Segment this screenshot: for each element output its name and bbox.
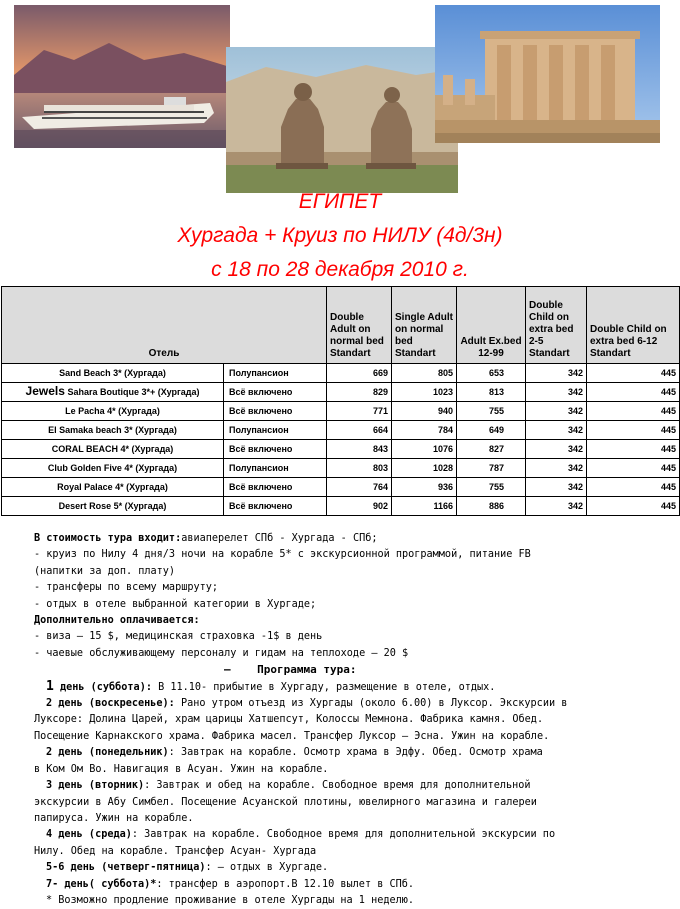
header-single-adult: Single Adult on normal bed Standart	[392, 287, 457, 364]
included-item: - отдых в отеле выбранной категории в Хургаде;	[34, 598, 317, 610]
cell-child-2-5: 342	[526, 364, 587, 383]
cell-hotel	[2, 364, 224, 383]
cell-child-6-12: 445	[587, 459, 680, 478]
program-day-line: Нилу. Обед на корабле. Трансфер Асуан- Хургада	[34, 845, 317, 857]
cell-child-2-5: 342	[526, 497, 587, 516]
cell-single-adult: 1028	[392, 459, 457, 478]
program-days	[34, 679, 674, 893]
cell-adult-exbed: 827	[457, 440, 526, 459]
program-day-line	[34, 877, 674, 893]
title-country: ЕГИПЕТ	[298, 190, 382, 213]
cell-hotel	[2, 440, 224, 459]
day-label: 2 день (воскресенье):	[46, 698, 175, 710]
cell-child-6-12: 445	[587, 364, 680, 383]
cell-single-adult: 1166	[392, 497, 457, 516]
day-text: В 11.10- прибытие в Хургаду, размещение в отеле, отдых.	[151, 681, 496, 693]
cell-child-6-12: 445	[587, 497, 680, 516]
program-footnote: * Возможно продление проживание в отеле Хургады на 1 неделю.	[46, 894, 415, 906]
table-row	[2, 440, 680, 459]
included-first: авиаперелет СПб - Хургада - СПб;	[181, 533, 378, 544]
hotel-name-text: Club Golden Five 4* (Хургада)	[47, 462, 178, 473]
cell-adult-exbed: 886	[457, 497, 526, 516]
cell-single-adult: 940	[392, 402, 457, 421]
extra-item: - чаевые обслуживающему персоналу и гидам на теплоходе – 20 $	[34, 647, 409, 659]
price-table	[1, 286, 680, 516]
header-adult-exbed: Adult Ex.bed 12-99	[457, 287, 526, 364]
included-item: - круиз по Нилу 4 дня/3 ночи на корабле 5* с экскурсионной программой, питание FB	[34, 549, 531, 561]
cell-child-6-12: 445	[587, 478, 680, 497]
program-day-line	[34, 778, 674, 794]
cell-child-6-12: 445	[587, 440, 680, 459]
cell-single-adult: 1023	[392, 383, 457, 402]
cell-adult-exbed: 755	[457, 478, 526, 497]
hotel-name-text: Le Pacha 4* (Хургада)	[65, 405, 160, 416]
program-day-line: в Ком Ом Во. Навигация в Асуан. Ужин на корабле.	[34, 763, 329, 775]
day-label: 4 день (среда)	[46, 829, 132, 841]
day-text: : Завтрак на корабле. Осмотр храма в Эдфу. Обед. Осмотр храма	[168, 747, 543, 759]
table-row	[2, 402, 680, 421]
program-day-line	[34, 745, 674, 761]
program-day-line: Луксоре: Долина Царей, храм царицы Хатшепсут, Колоссы Мемнона. Фабрика камня. Обед.	[34, 714, 544, 726]
cell-double-adult: 843	[327, 440, 392, 459]
cell-double-adult: 829	[327, 383, 392, 402]
day-text: : – отдых в Хургаде.	[205, 862, 329, 874]
table-row	[2, 459, 680, 478]
day-text: : Завтрак и обед на корабле. Свободное время для дополнительной	[144, 780, 531, 792]
cell-double-adult: 771	[327, 402, 392, 421]
hotel-name-text: Sahara Boutique 3*+ (Хургада)	[67, 387, 200, 397]
cell-board: Всё включено	[224, 478, 327, 497]
cell-hotel	[2, 421, 224, 440]
cell-board: Всё включено	[224, 440, 327, 459]
hotel-name-text: CORAL BEACH 4* (Хургада)	[51, 443, 174, 454]
kom-ombo-temple-photo	[435, 5, 660, 143]
cell-hotel	[2, 478, 224, 497]
table-row	[2, 497, 680, 516]
day-label: 2 день (понедельник)	[46, 747, 169, 759]
program-heading: – Программа тура:	[224, 663, 357, 677]
program-day-line	[34, 827, 674, 843]
day-text: Рано утром отъезд из Хургады (около 6.00) в Луксор. Экскурсии в	[174, 698, 568, 710]
title-dates: с 18 по 28 декабря 2010 г.	[211, 258, 469, 281]
header-double-child-2-5: Double Child on extra bed 2-5 Standart	[526, 287, 587, 364]
hotel-prefix: Jewels	[25, 384, 65, 398]
hotel-name-text: El Samaka beach 3* (Хургада)	[48, 424, 177, 435]
header-double-adult: Double Adult on normal bed Standart	[327, 287, 392, 364]
cell-board: Всё включено	[224, 383, 327, 402]
program-day-line: папируса. Ужин на корабле.	[34, 812, 194, 824]
cell-child-2-5: 342	[526, 421, 587, 440]
cell-single-adult: 805	[392, 364, 457, 383]
day-text: : Завтрак на корабле. Свободное время для дополнительной экскурсии по	[131, 829, 556, 841]
cell-board: Полупансион	[224, 364, 327, 383]
day-text: : трансфер в аэропорт.В 12.10 вылет в СПб.	[156, 878, 415, 890]
cell-single-adult: 784	[392, 421, 457, 440]
day-number: 1	[46, 678, 54, 694]
included-label: В стоимость тура входит:	[34, 533, 182, 544]
day-label: 5-6 день (четверг-пятница)	[46, 862, 206, 874]
table-row	[2, 478, 680, 497]
cell-child-6-12: 445	[587, 421, 680, 440]
table-row	[2, 364, 680, 383]
cell-double-adult: 764	[327, 478, 392, 497]
cell-double-adult: 803	[327, 459, 392, 478]
cell-adult-exbed: 787	[457, 459, 526, 478]
cell-adult-exbed: 653	[457, 364, 526, 383]
cell-child-2-5: 342	[526, 478, 587, 497]
included-item: (напитки за доп. плату)	[34, 565, 176, 577]
hotel-name-text: Sand Beach 3* (Хургада)	[59, 367, 166, 378]
tour-description	[34, 531, 674, 909]
cell-double-adult: 669	[327, 364, 392, 383]
cell-hotel	[2, 383, 224, 402]
hotel-name-text: Desert Rose 5* (Хургада)	[58, 500, 167, 511]
header-hotel: Отель	[2, 287, 327, 364]
hotel-name-text: Royal Palace 4* (Хургада)	[57, 481, 168, 492]
title-tour: Хургада + Круиз по НИЛУ (4д/3н)	[177, 224, 503, 247]
day-label: 3 день (вторник)	[46, 780, 145, 792]
extra-item: - виза – 15 $, медицинская страховка -1$ в день	[34, 631, 323, 643]
cell-hotel	[2, 497, 224, 516]
table-row	[2, 383, 680, 402]
cell-child-6-12: 445	[587, 383, 680, 402]
program-day-line	[34, 696, 674, 712]
cell-child-6-12: 445	[587, 402, 680, 421]
cell-board: Полупансион	[224, 421, 327, 440]
cell-child-2-5: 342	[526, 440, 587, 459]
program-day-line	[34, 679, 674, 696]
included-line	[34, 531, 674, 547]
program-day-line	[34, 860, 674, 876]
cell-child-2-5: 342	[526, 459, 587, 478]
cell-child-2-5: 342	[526, 383, 587, 402]
cell-adult-exbed: 813	[457, 383, 526, 402]
table-row	[2, 421, 680, 440]
colossi-of-memnon-photo	[226, 47, 458, 193]
cell-board: Полупансион	[224, 459, 327, 478]
extra-label: Дополнительно оплачивается:	[34, 615, 200, 627]
program-day-line: экскурсии в Абу Симбел. Посещение Асуанской плотины, ювелирного магазина и галереи	[34, 796, 537, 808]
cell-child-2-5: 342	[526, 402, 587, 421]
cell-hotel	[2, 402, 224, 421]
cell-board: Всё включено	[224, 402, 327, 421]
cell-board: Всё включено	[224, 497, 327, 516]
cell-double-adult: 664	[327, 421, 392, 440]
cell-single-adult: 936	[392, 478, 457, 497]
cell-adult-exbed: 755	[457, 402, 526, 421]
day-label: день (суббота):	[53, 681, 152, 693]
program-day-line: Посещение Карнакского храма. Фабрика масел. Трансфер Луксор – Эсна. Ужин на корабле.	[34, 730, 550, 742]
day-label: 7- день( суббота)*	[46, 878, 157, 890]
cell-adult-exbed: 649	[457, 421, 526, 440]
included-item: - трансферы по всему маршруту;	[34, 582, 219, 594]
cell-double-adult: 902	[327, 497, 392, 516]
table-header-row	[2, 287, 680, 364]
nile-cruise-photo	[14, 5, 230, 148]
header-double-child-6-12: Double Child on extra bed 6-12 Standart	[587, 287, 680, 364]
cell-hotel	[2, 459, 224, 478]
cell-single-adult: 1076	[392, 440, 457, 459]
